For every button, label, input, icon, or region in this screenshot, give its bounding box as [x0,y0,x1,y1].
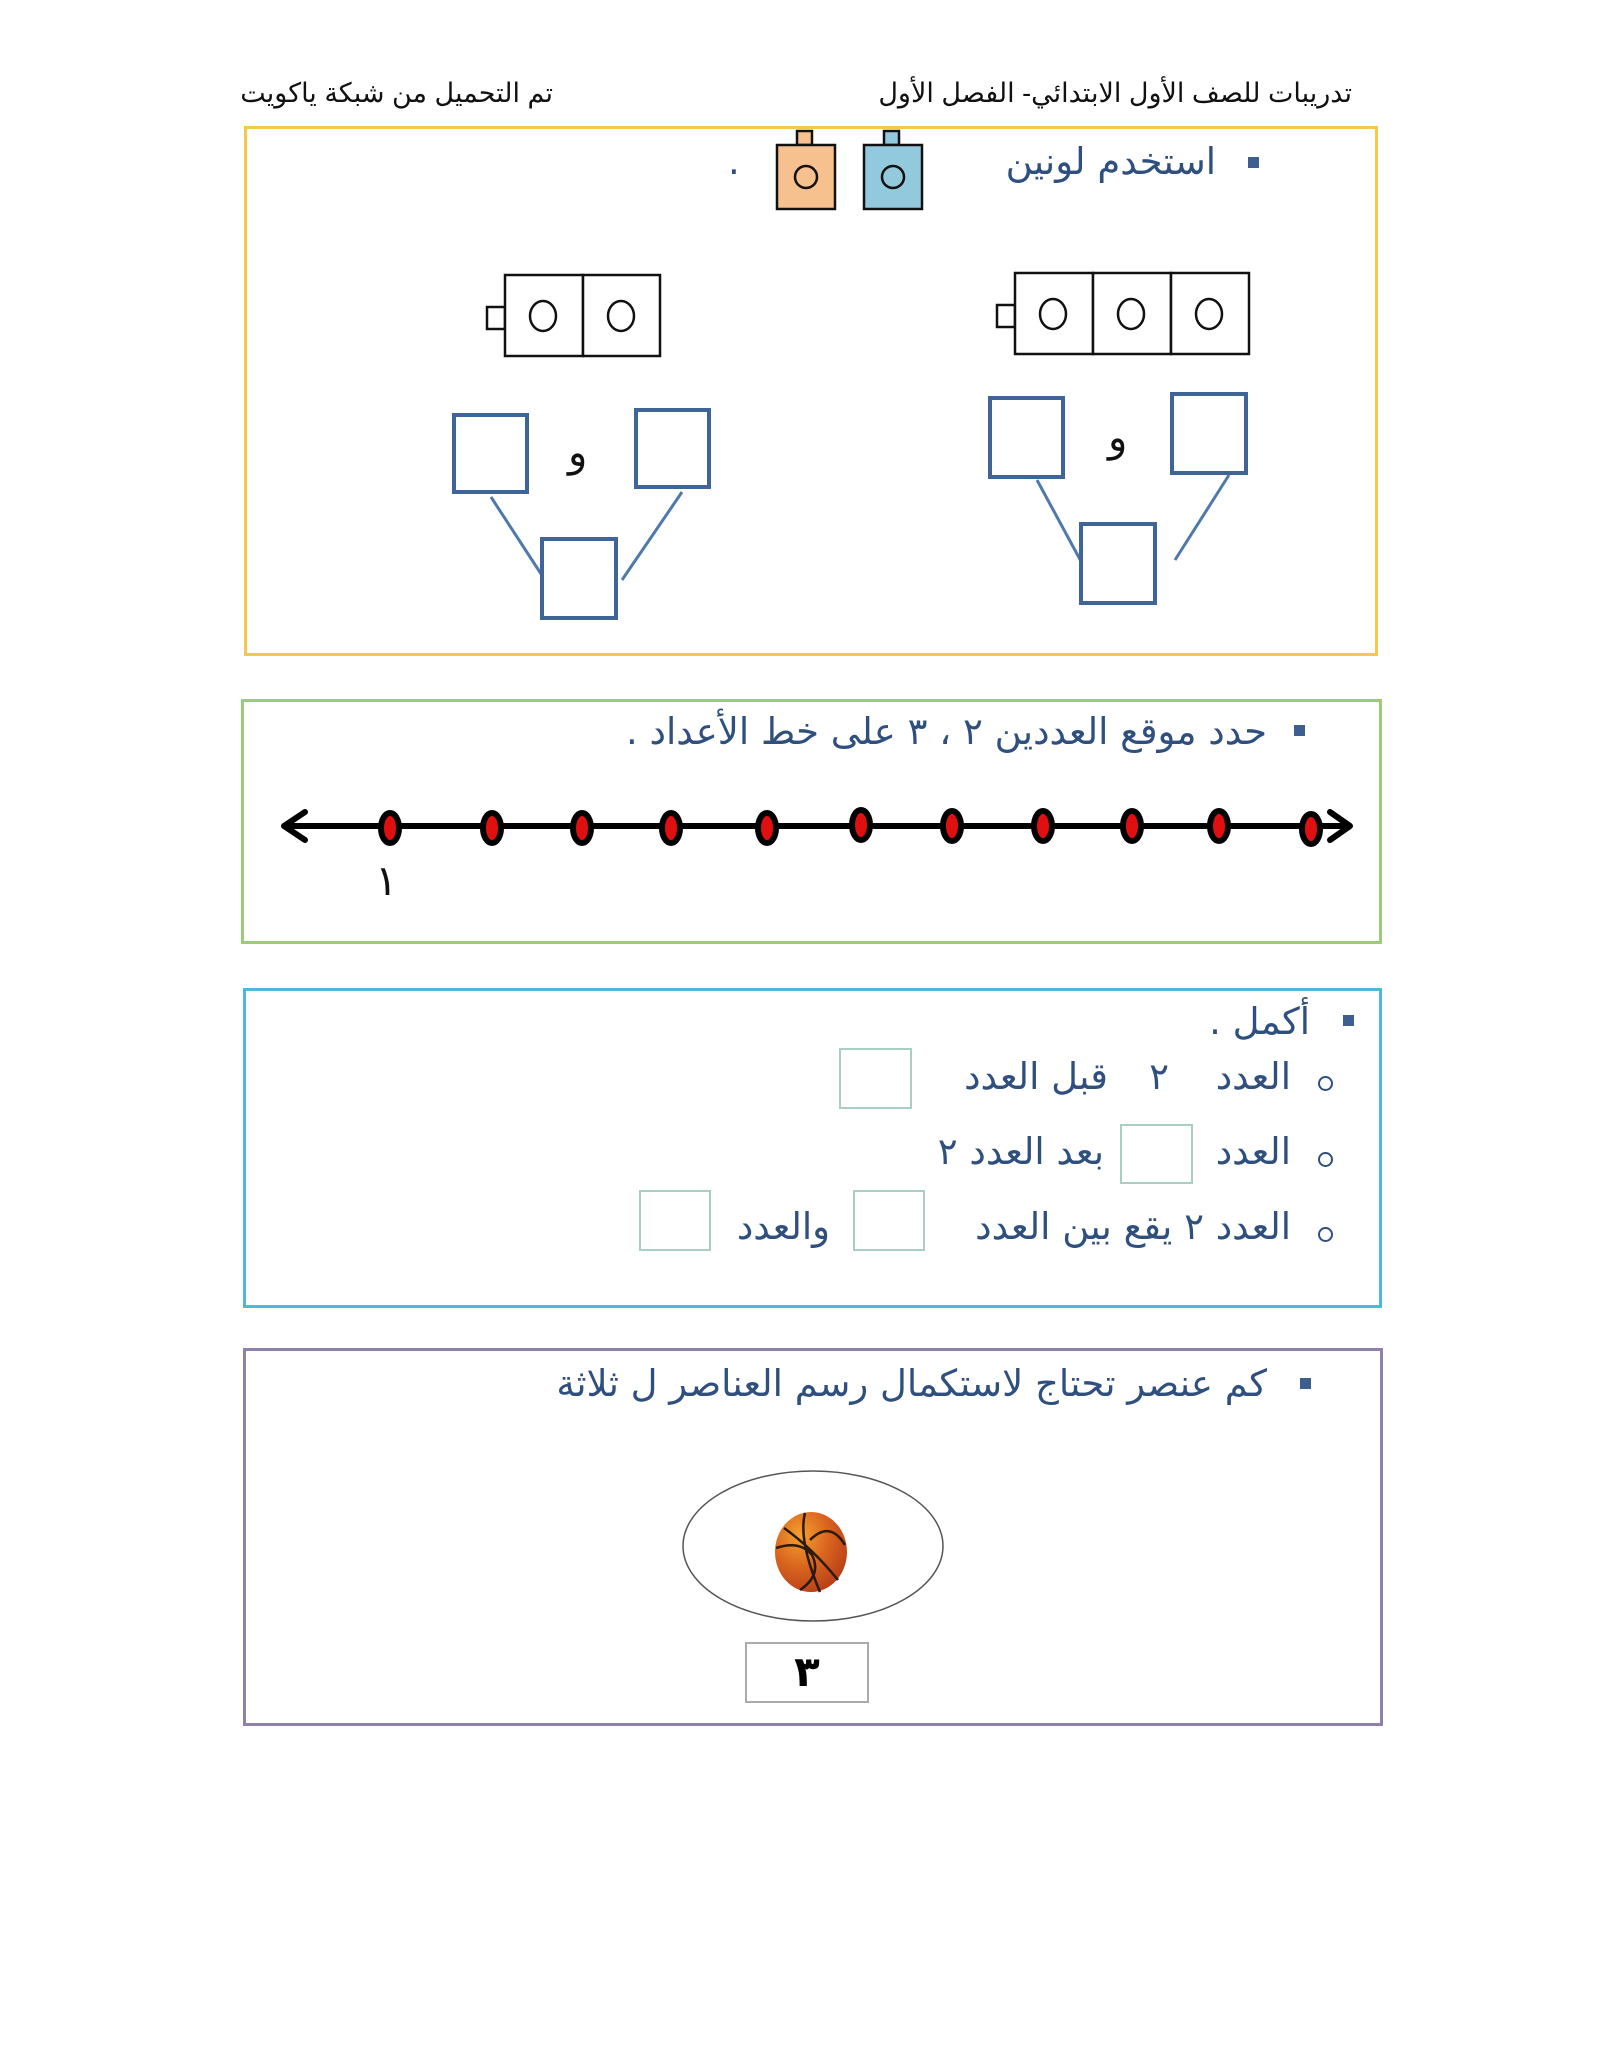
item3-between-text: العدد ٢ يقع بين العدد [975,1205,1291,1248]
instruction-use-two-colors: استخدم لونين [1005,140,1216,183]
item2-after-text: بعد العدد ٢ [937,1130,1104,1173]
instruction-period: . [728,140,740,183]
target-number-box: ٣ [745,1642,869,1703]
item1-word-number: العدد [1215,1055,1291,1098]
instruction-how-many-items: كم عنصر تحتاج لاستكمال رسم العناصر ل ثلاثة [556,1362,1267,1405]
worksheet-title: تدريبات للصف الأول الابتدائي- الفصل الأول [878,78,1352,108]
item2-word-number: العدد [1215,1130,1291,1173]
and-connector-right: و [1108,415,1128,461]
number-line-label-one: ١ [375,856,398,905]
download-source: تم التحميل من شبكة ياكويت [240,78,553,108]
and-connector-left: و [568,430,588,476]
instruction-locate-numbers: حدد موقع العددين ٢ ، ٣ على خط الأعداد . [626,710,1267,753]
instruction-complete: أكمل . [1209,1000,1310,1043]
item1-before-text: قبل العدد [964,1055,1108,1098]
basketball-icon [775,1512,847,1592]
item1-given-number: ٢ [1149,1055,1169,1098]
item3-and-text: والعدد [736,1205,830,1248]
